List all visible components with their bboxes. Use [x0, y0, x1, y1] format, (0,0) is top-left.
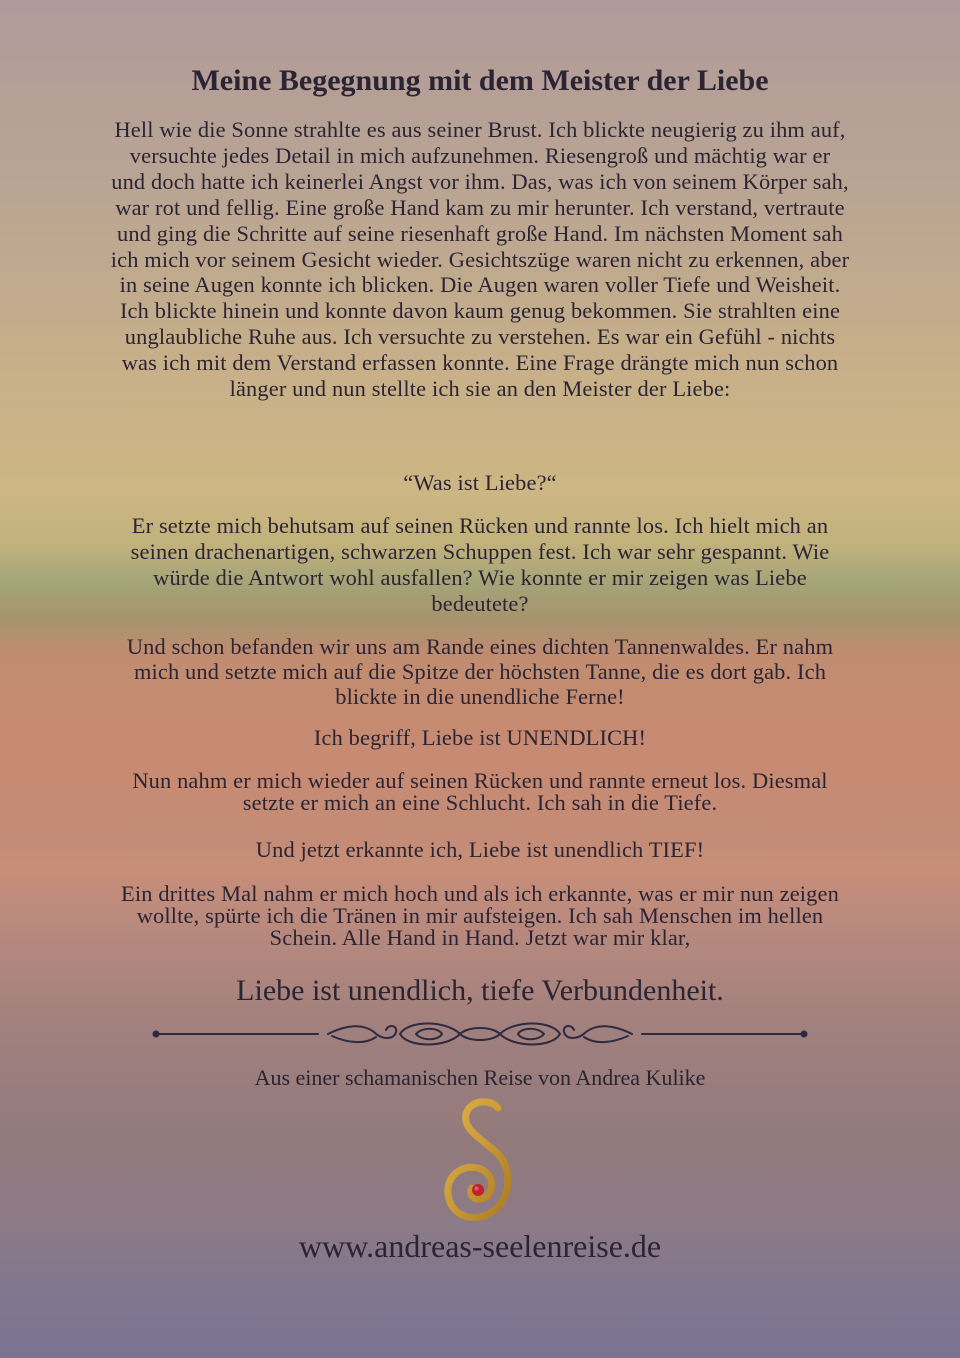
conclusion-line: Liebe ist unendlich, tiefe Verbundenheit.: [236, 974, 724, 1007]
realization-tief: Und jetzt erkannte ich, Liebe ist unendlich TIEF!: [255, 837, 705, 862]
story-paragraph-2: Er setzte mich behutsam auf seinen Rücken und rannte los. Ich hielt mich an seinen drachenartigen, schwarzen Schuppen fest. Ich war sehr gespannt. Wie würde die Antwort wohl ausfallen? Wie konnte er mir zeigen was Liebe bedeutete?: [130, 513, 830, 616]
story-paragraph-5: Ein drittes Mal nahm er mich hoch und als ich erkannte, was er mir nun zeigen wollte, spürte ich die Tränen in mir aufsteigen. Ich sah Menschen im hellen Schein. Alle Hand in Hand. Jetzt war mir klar,: [121, 881, 839, 950]
flourish-divider-icon: [150, 1016, 810, 1052]
realization-unendlich: Ich begriff, Liebe ist UNENDLICH!: [313, 725, 647, 750]
author-credit: Aus einer schamanischen Reise von Andrea Kulike: [254, 1065, 706, 1090]
story-paragraph-4: Nun nahm er mich wieder auf seinen Rücken und rannte erneut los. Diesmal setzte er mich an eine Schlucht. Ich sah in die Tiefe.: [132, 768, 828, 815]
question-line: “Was ist Liebe?“: [403, 470, 557, 495]
story-paragraph-3: Und schon befanden wir uns am Rande eines dichten Tannenwaldes. Er nahm mich und setzte mich auf die Spitze der höchsten Tanne, die es dort gab. Ich blickte in die unendliche Ferne!: [126, 634, 834, 709]
story-paragraph-1: Hell wie die Sonne strahlte es aus seiner Brust. Ich blickte neugierig zu ihm auf, versuchte jedes Detail in mich aufzunehmen. Riesengroß und mächtig war er und doch hatte ich keinerlei Angst vor ihm. Das, was ich von seinem Körper sah, war rot und fellig. Eine große Hand kam zu mir herunter. Ich verstand, vertraute und ging die Schritte auf seine riesenhaft große Hand. Im nächsten Moment sah ich mich vor seinem Gesicht wieder. Gesichtszüge waren nicht zu erkennen, aber in seine Augen konnte ich blicken. Die Augen waren voller Tiefe und Weisheit. Ich blickte hinein und konnte davon kaum genug bekommen. Sie strahlten eine unglaubliche Ruhe aus. Ich versuchte zu verstehen. Es war ein Gefühl - nichts was ich mit dem Verstand erfassen konnte. Eine Frage drängte mich nun schon länger und nun stellte ich sie an den Meister der Liebe:: [110, 117, 850, 402]
website-link[interactable]: www.andreas-seelenreise.de: [298, 1228, 662, 1264]
golden-spiral-icon: [440, 1094, 520, 1234]
page-title: Meine Begegnung mit dem Meister der Liebe: [191, 64, 769, 97]
